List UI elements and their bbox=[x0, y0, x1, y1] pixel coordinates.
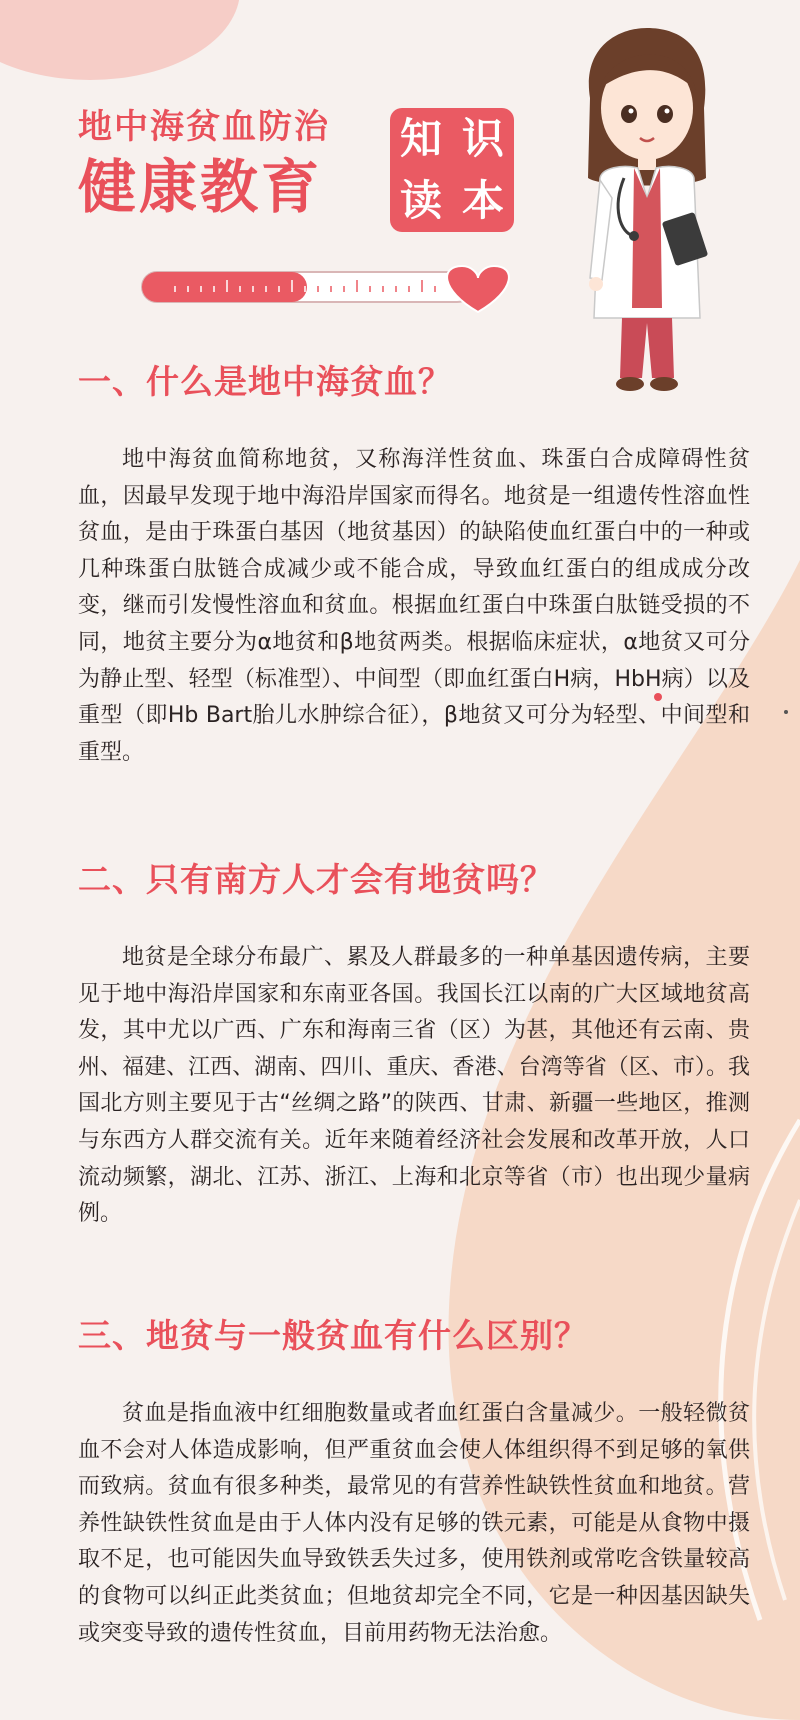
badge-char: 本 bbox=[461, 176, 504, 225]
top-left-blob bbox=[0, 0, 240, 80]
heart-icon bbox=[447, 266, 509, 312]
section-body: 地贫是全球分布最广、累及人群最多的一种单基因遗传病，主要见于地中海沿岸国家和东南亚各国。我国长江以南的广大区域地贫高发，其中尤以广西、广东和海南三省（区）为甚，其他还有云南、贵州、福建、江西、湖南、四川、重庆、香港、台湾等省（区、市）。我国北方则主要见于古“丝绸之路”的陕西、甘肃、新疆一些地区，推测与东西方人群交流有关。近年来随着经济社会发展和改革开放，人口流动频繁，湖北、江苏、浙江、上海和北京等省（市）也出现少量病例。 bbox=[78, 945, 750, 1227]
section-body: 贫血是指血液中红细胞数量或者血红蛋白含量减少。一般轻微贫血不会对人体造成影响，但严重贫血会使人体组织得不到足够的氧供而致病。贫血有很多种类，最常见的有营养性缺铁性贫血和地贫。营养性缺铁性贫血是由于人体内没有足够的铁元素，可能是从食物中摄取不足，也可能因失血导致铁丢失过多，使用铁剂或常吃含铁量较高的食物可以纠正此类贫血；但地贫却完全不同，它是一种因基因缺失或突变导致的遗传性贫血，目前用药物无法治愈。 bbox=[78, 1401, 750, 1646]
title-line-1: 地中海贫血防治 bbox=[78, 107, 330, 147]
badge-char: 读 bbox=[399, 176, 442, 225]
section-title: 一、什么是地中海贫血？ bbox=[78, 362, 452, 401]
section-title: 二、只有南方人才会有地贫吗？ bbox=[78, 860, 554, 899]
thermometer-bar bbox=[140, 260, 520, 316]
badge-char: 知 bbox=[399, 114, 442, 163]
thermometer-fill bbox=[142, 272, 307, 302]
knowledge-reader-badge bbox=[390, 108, 514, 232]
section-body: 地中海贫血简称地贫，又称海洋性贫血、珠蛋白合成障碍性贫血，因最早发现于地中海沿岸国家而得名。地贫是一组遗传性溶血性贫血，是由于珠蛋白基因（地贫基因）的缺陷使血红蛋白中的一种或几种珠蛋白肽链合成减少或不能合成，导致血红蛋白的组成成分改变，继而引发慢性溶血和贫血。根据血红蛋白中珠蛋白肽链受损的不同，地贫主要分为α地贫和β地贫两类。根据临床症状，α地贫又可分为静止型、轻型（标准型）、中间型（即血红蛋白H病，HbH病）以及重型（即Hb Bart胎儿水肿综合征），β地贫又可分为轻型、中间型和重型。 bbox=[78, 447, 750, 765]
section-what-is-thalassemia bbox=[78, 360, 750, 771]
section-only-southerners bbox=[78, 858, 750, 1233]
title-line-2: 健康教育 bbox=[78, 153, 323, 221]
section-title: 三、地贫与一般贫血有什么区别？ bbox=[78, 1316, 588, 1355]
doctor-illustration bbox=[572, 28, 722, 408]
header-title bbox=[78, 105, 330, 223]
badge-char: 识 bbox=[461, 114, 504, 163]
dark-dot bbox=[784, 710, 788, 714]
section-difference-from-anemia bbox=[78, 1314, 750, 1652]
